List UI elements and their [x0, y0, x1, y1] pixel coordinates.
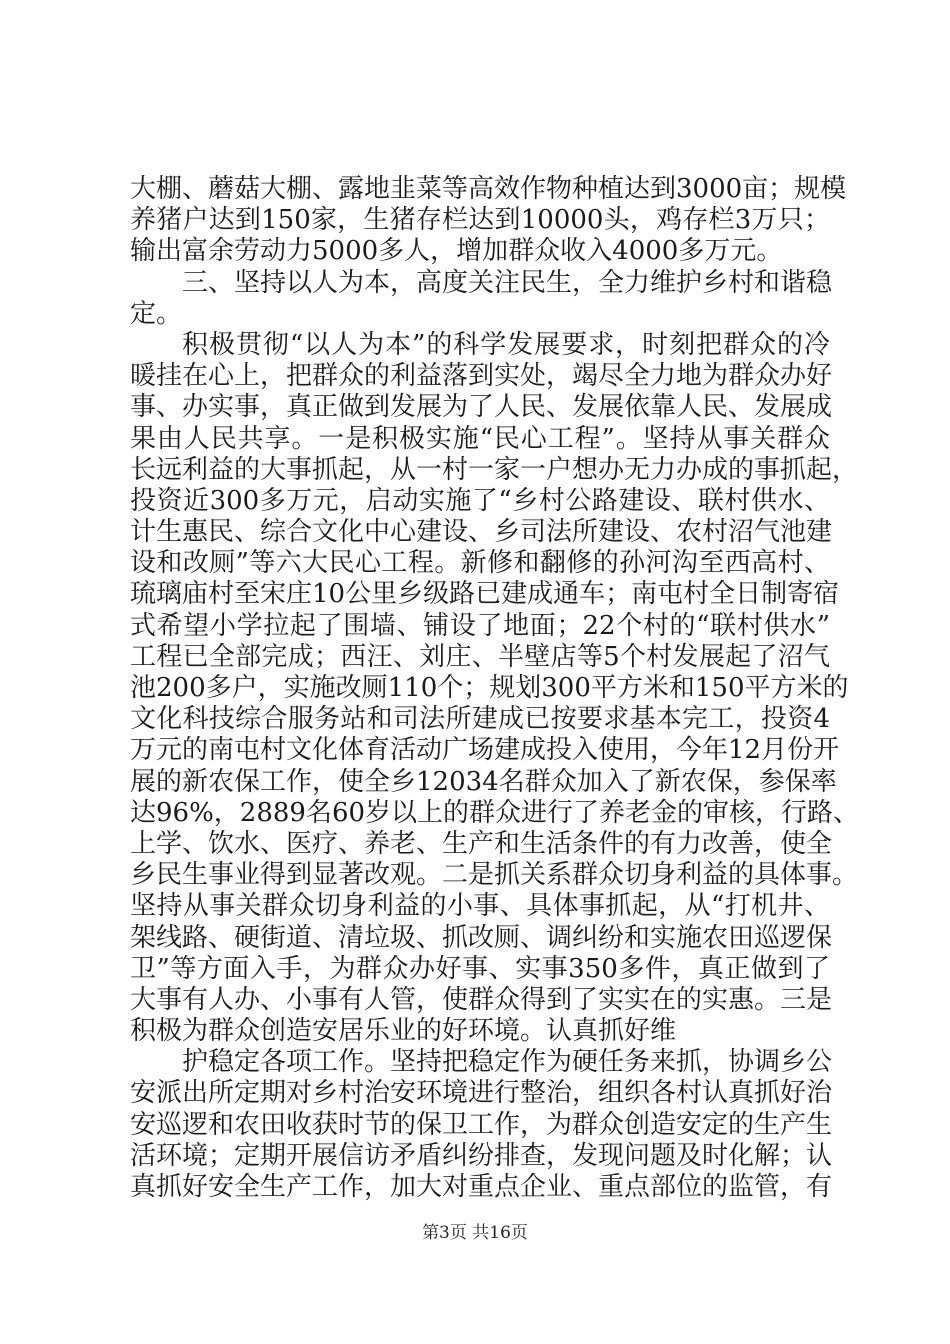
text-line: 三、坚持以人为本，高度关注民生，全力维护乡村和谐稳 [182, 267, 833, 298]
text-line: 安巡逻和农田收获时节的保卫工作，为群众创造安定的生产生 [130, 1109, 833, 1140]
text-line: 投资近300多万元，启动实施了“乡村公路建设、联村供水、 [130, 485, 830, 516]
text-line: 积极贯彻“以人为本”的科学发展要求，时刻把群众的冷 [182, 329, 830, 360]
text-line: 展的新农保工作，使全乡12034名群众加入了新农保，参保率 [130, 766, 837, 797]
text-line: 乡民生事业得到显著改观。二是抓关系群众切身利益的具体事。 [130, 860, 859, 891]
text-line: 万元的南屯村文化体育活动广场建成投入使用，今年12月份开 [130, 735, 840, 766]
text-line: 果由人民共享。一是积极实施“民心工程”。坚持从事关群众 [130, 423, 830, 454]
text-line: 安派出所定期对乡村治安环境进行整治，组织各村认真抓好治 [130, 1078, 833, 1109]
text-line: 文化科技综合服务站和司法所建成已按要求基本完工，投资4 [130, 704, 830, 735]
text-line: 活环境；定期开展信访矛盾纠纷排查，发现问题及时化解；认 [130, 1140, 833, 1171]
text-line: 大棚、蘑菇大棚、露地韭菜等高效作物种植达到3000亩；规模 [130, 174, 847, 204]
text-line: 长远利益的大事抓起，从一村一家一户想办无力办成的事抓起， [130, 454, 859, 485]
text-line: 池200多户，实施改厕110个；规划300平方米和150平方米的 [130, 673, 849, 703]
text-line: 事、办实事，真正做到发展为了人民、发展依靠人民、发展成 [130, 392, 833, 423]
text-line: 养猪户达到150家，生猪存栏达到10000头，鸡存栏3万只； [130, 205, 830, 236]
text-line: 架线路、硬街道、清垃圾、抓改厕、调纠纷和实施农田巡逻保 [130, 922, 833, 953]
page-footer: 第3页 共16页 [422, 1223, 528, 1243]
text-line: 计生惠民、综合文化中心建设、乡司法所建设、农村沼气池建 [130, 517, 833, 548]
text-line: 真抓好安全生产工作，加大对重点企业、重点部位的监管，有 [130, 1172, 833, 1202]
text-line: 护稳定各项工作。坚持把稳定作为硬任务来抓，协调乡公 [182, 1047, 833, 1078]
text-line: 设和改厕”等六大民心工程。新修和翻修的孙河沟至西高村、 [130, 548, 830, 579]
text-line: 式希望小学拉起了围墙、铺设了地面；22个村的“联村供水” [130, 610, 830, 641]
text-line: 定。 [130, 298, 183, 329]
text-line: 琉璃庙村至宋庄10公里乡级路已建成通车；南屯村全日制寄宿 [130, 579, 840, 610]
text-line: 输出富余劳动力5000多人，增加群众收入4000多万元。 [130, 236, 783, 267]
text-line: 达96%，2889名60岁以上的群众进行了养老金的审核，行路、 [130, 797, 860, 828]
text-line: 上学、饮水、医疗、养老、生产和生活条件的有力改善，使全 [130, 828, 833, 859]
text-line: 积极为群众创造安居乐业的好环境。认真抓好维 [130, 1016, 677, 1047]
text-line: 大事有人办、小事有人管，使群众得到了实实在的实惠。三是 [130, 984, 833, 1015]
text-line: 暖挂在心上，把群众的利益落到实处，竭尽全力地为群众办好 [130, 361, 833, 392]
text-line: 卫”等方面入手，为群众办好事、实事350多件，真正做到了 [130, 953, 830, 984]
text-line: 坚持从事关群众切身利益的小事、具体事抓起，从“打机井、 [130, 891, 830, 922]
text-line: 工程已全部完成；西汪、刘庄、半壁店等5个村发展起了沼气 [130, 641, 830, 672]
body-text [130, 174, 860, 1203]
